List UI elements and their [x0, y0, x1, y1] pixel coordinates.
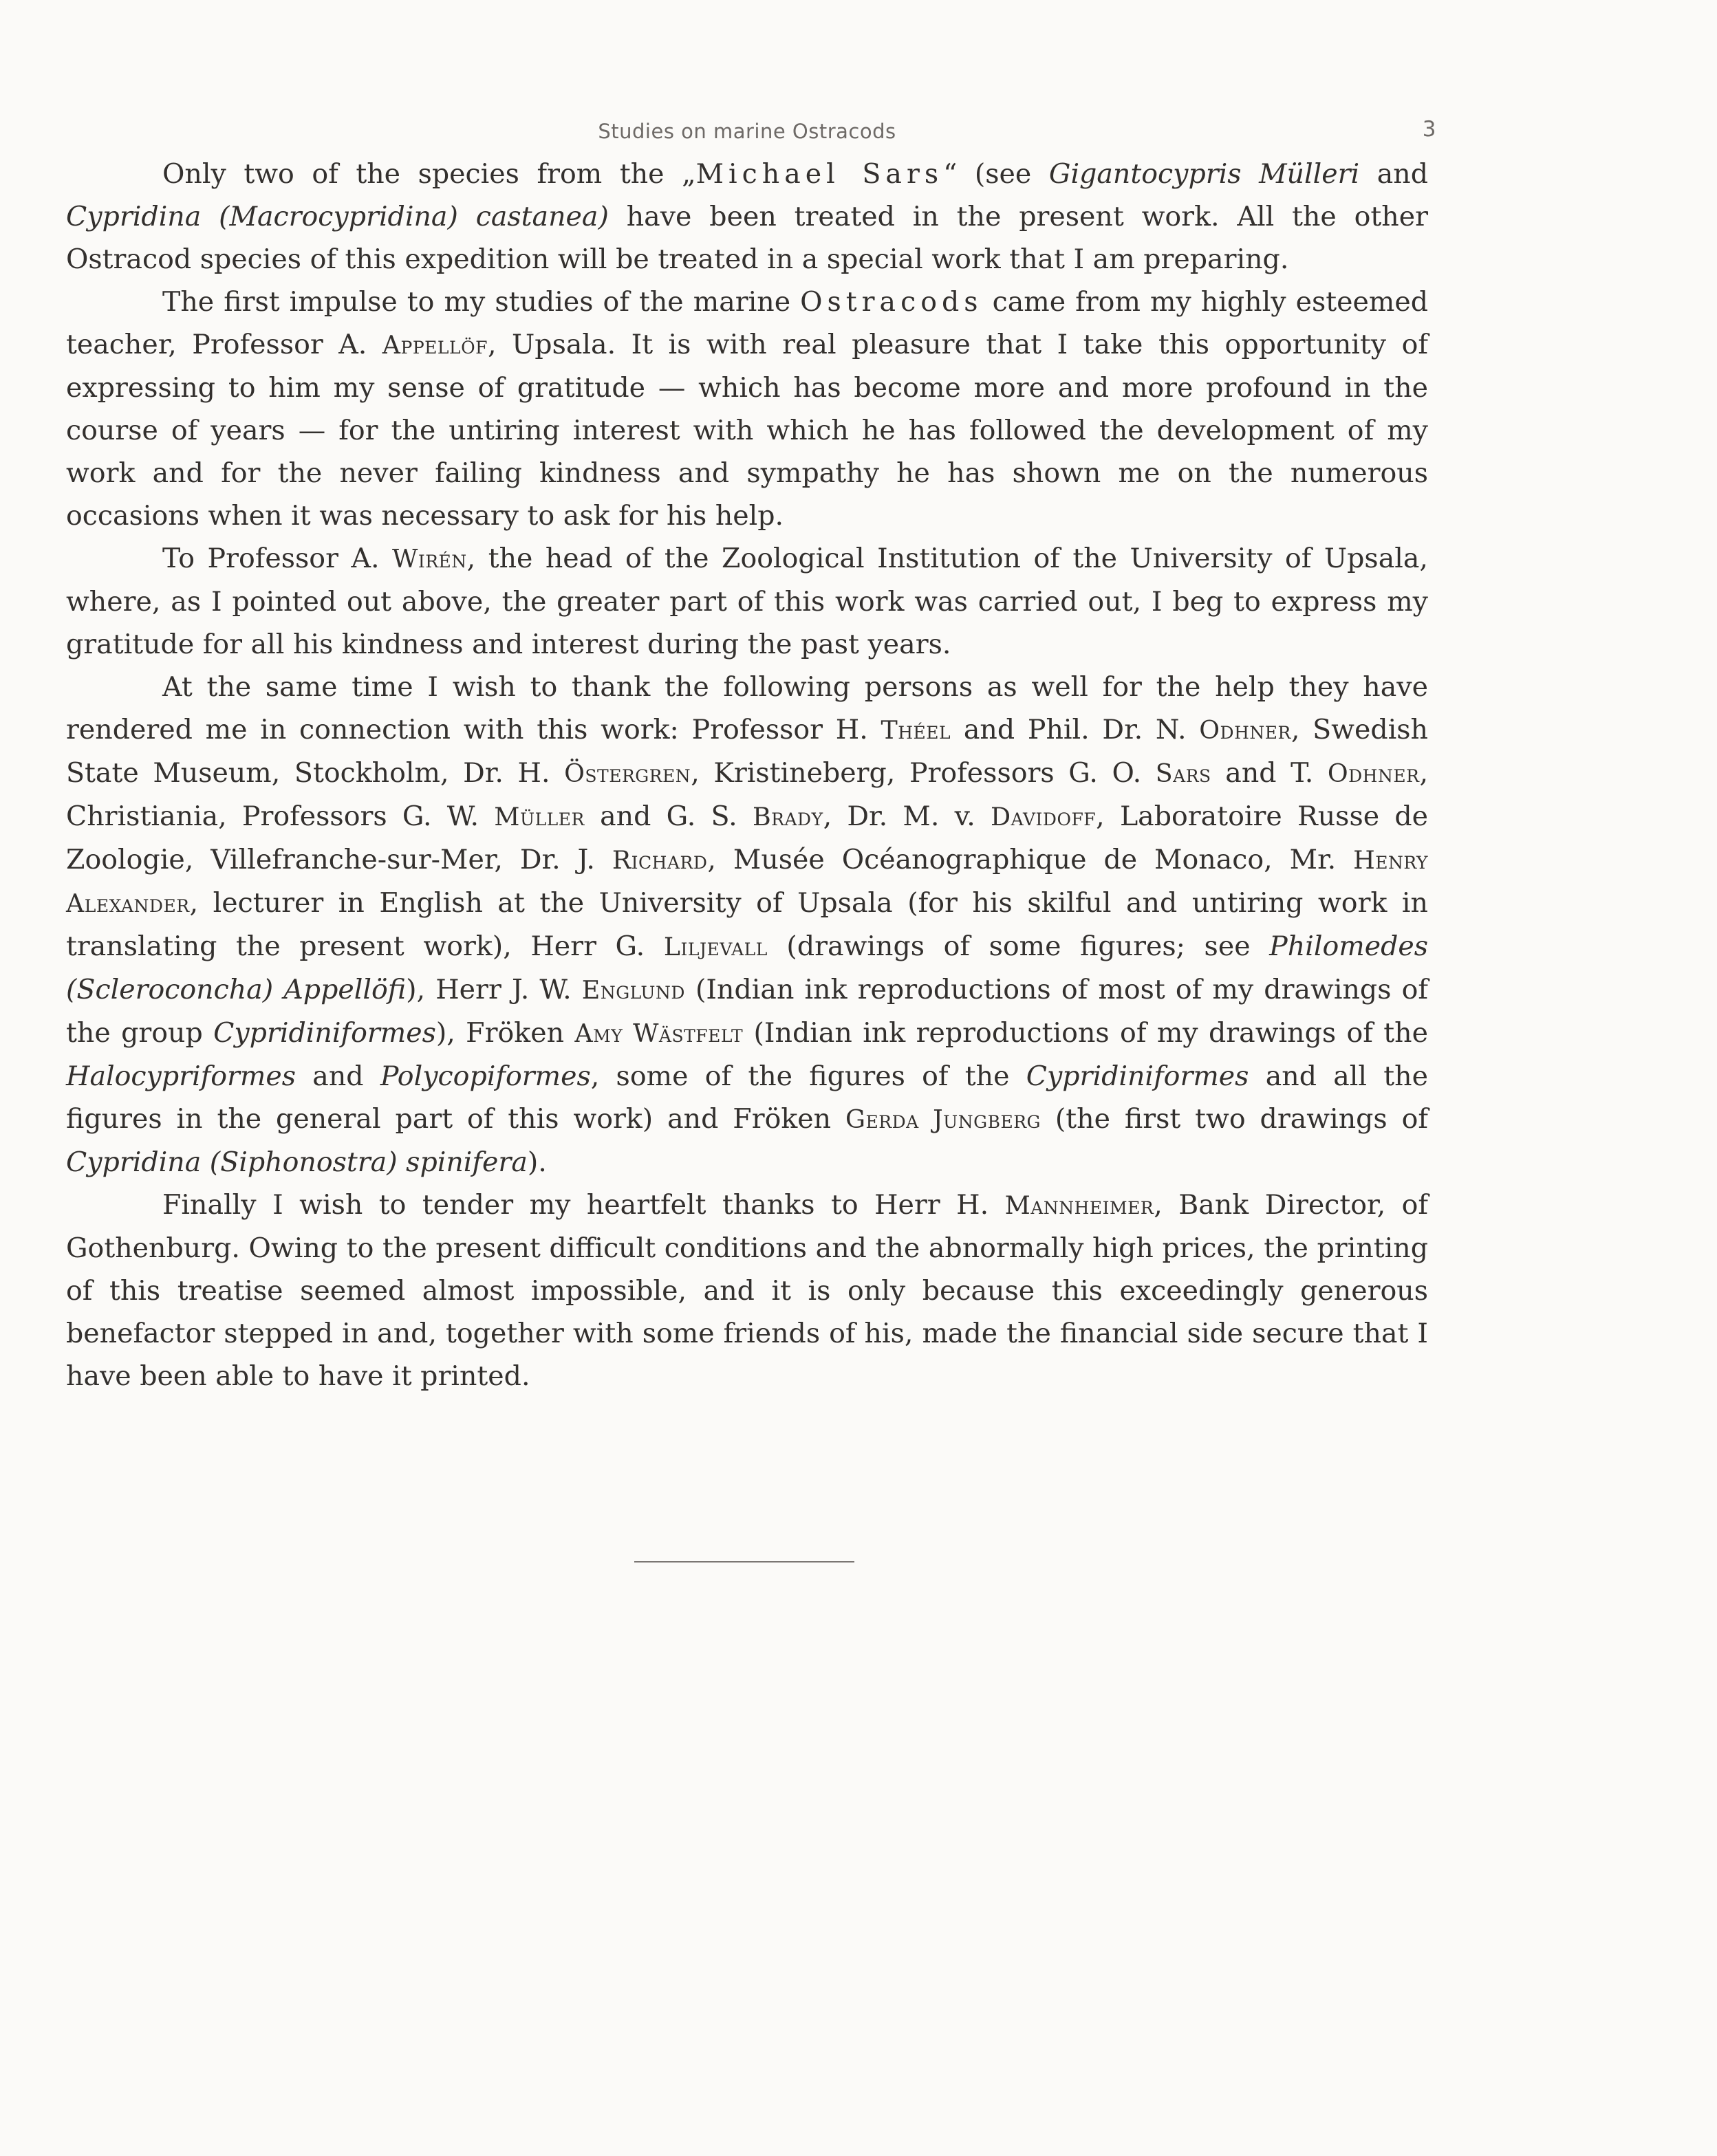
paragraph — [66, 281, 1428, 537]
small-caps-name: Östergren — [564, 759, 691, 788]
text-run: (the first two drawings of — [1041, 1103, 1428, 1135]
page-number: 3 — [1422, 117, 1436, 142]
small-caps-name: Gerda Jungberg — [845, 1104, 1041, 1134]
small-caps-name: Henry Alexander — [66, 845, 1428, 918]
text-run: have been treated in the present work. All the other Ostracod species of this expedition will be treated in a special work that I am preparing. — [66, 201, 1428, 275]
small-caps-name: Odhner — [1327, 759, 1420, 788]
text-run: Only two of the species from the „ — [162, 158, 696, 190]
italic-text: Cypridiniformes — [213, 1017, 436, 1049]
text-run: At the same time I wish to thank the following persons as well for the help they have rendered me in connection with this work: Professor H. — [66, 671, 1428, 745]
paragraph — [66, 1184, 1428, 1397]
small-caps-name: Richard — [612, 845, 708, 875]
end-rule — [634, 1561, 854, 1562]
text-run: , Dr. M. v. — [823, 801, 991, 832]
small-caps-name: Davidoff — [991, 802, 1097, 831]
small-caps-name: Englund — [581, 975, 685, 1005]
text-run: , Christiania, Professors G. W. — [66, 757, 1428, 832]
text-run: “ (see — [943, 158, 1049, 190]
small-caps-name: Théel — [881, 715, 951, 745]
italic-text: Cypridiniformes — [1026, 1060, 1249, 1092]
small-caps-name: Müller — [494, 802, 585, 831]
text-run: (drawings of some figures; see — [767, 930, 1270, 962]
text-run: , the head of the Zoological Institution of the University of Upsala, where, as I pointed out above, the greater part of this work was carried out, I beg to express my gratitude for all his kindness and interest during the past years. — [66, 543, 1428, 660]
small-caps-name: Amy Wästfelt — [574, 1019, 744, 1048]
text-run: , some of the figures of the — [590, 1060, 1026, 1092]
small-caps-name: Sars — [1155, 759, 1211, 788]
spaced-text: Ostracods — [800, 286, 983, 318]
text-run: and Phil. Dr. N. — [951, 714, 1200, 745]
italic-text: Polycopiformes — [380, 1060, 591, 1092]
text-run: , Kristineberg, Professors G. O. — [691, 757, 1156, 789]
text-run: , Bank Director, of Gothenburg. Owing to the present difficult conditions and the abnormally high prices, the printing of this treatise seemed almost impossible, and it is only because this exceedingly generous benefactor stepped in and, together with some friends of his, made the financial side secure that I have been able to have it printed. — [66, 1189, 1429, 1392]
italic-text: Cypridina (Siphonostra) spinifera — [66, 1146, 528, 1178]
italic-text: Philomedes (Scleroconcha) Appellöfi — [66, 930, 1428, 1005]
text-run: came from my highly esteemed teacher, Professor A. — [66, 286, 1428, 360]
text-run: and T. — [1211, 757, 1328, 789]
text-run: , Laboratoire Russe de Zoologie, Villefranche-sur-Mer, Dr. J. — [66, 801, 1428, 875]
body-text — [66, 153, 1428, 1397]
text-run: The first impulse to my studies of the marine — [162, 286, 801, 318]
paragraph — [66, 153, 1428, 281]
italic-text: Halocypriformes — [66, 1060, 296, 1092]
paragraph — [66, 666, 1428, 1184]
text-run: To Professor A. — [162, 543, 392, 574]
text-run: , lecturer in English at the University of Upsala (for his skilful and untiring work in translating the present work), Herr G. — [66, 887, 1428, 962]
page — [66, 117, 1436, 1397]
text-run: , Musée Océanographique de Monaco, Mr. — [707, 844, 1354, 875]
text-run: ), Fröken — [435, 1017, 575, 1049]
small-caps-name: Brady — [752, 802, 823, 831]
text-run: , Swedish State Museum, Stockholm, Dr. H. — [66, 714, 1428, 789]
text-run: Finally I wish to tender my heartfelt thanks to Herr H. — [162, 1189, 1005, 1221]
text-run: ), Herr J. W. — [406, 974, 582, 1005]
spaced-text: Michael Sars — [695, 158, 944, 190]
small-caps-name: Odhner — [1199, 715, 1291, 745]
running-head — [66, 117, 1436, 153]
text-run: and — [296, 1060, 380, 1092]
text-run: (Indian ink reproductions of most of my drawings of the group — [66, 974, 1428, 1049]
italic-text: Gigantocypris Mülleri — [1048, 158, 1360, 190]
text-run: and G. S. — [584, 801, 753, 832]
small-caps-name: Appellöf — [382, 330, 488, 360]
small-caps-name: Liljevall — [663, 932, 768, 961]
small-caps-name: Mannheimer — [1004, 1190, 1154, 1220]
small-caps-name: Wirén — [392, 544, 467, 574]
text-run: (Indian ink reproductions of my drawings of the — [743, 1017, 1428, 1049]
text-run: , Upsala. It is with real pleasure that I take this opportunity of expressing to him my sense of gratitude — which has become more and more profound in the course of years — for the untiring interest with which he has followed the development of my work and for the never failing kindness and sympathy he has shown me on the numerous occasions when it was necessary to ask for his help. — [66, 329, 1428, 532]
text-run: and all the figures in the general part of this work) and Fröken — [66, 1060, 1428, 1135]
text-run: ). — [527, 1146, 547, 1178]
paragraph — [66, 537, 1428, 666]
italic-text: Cypridina (Macrocypridina) castanea) — [66, 201, 609, 232]
running-title: Studies on marine Ostracods — [598, 120, 896, 143]
text-run: and — [1359, 158, 1428, 190]
